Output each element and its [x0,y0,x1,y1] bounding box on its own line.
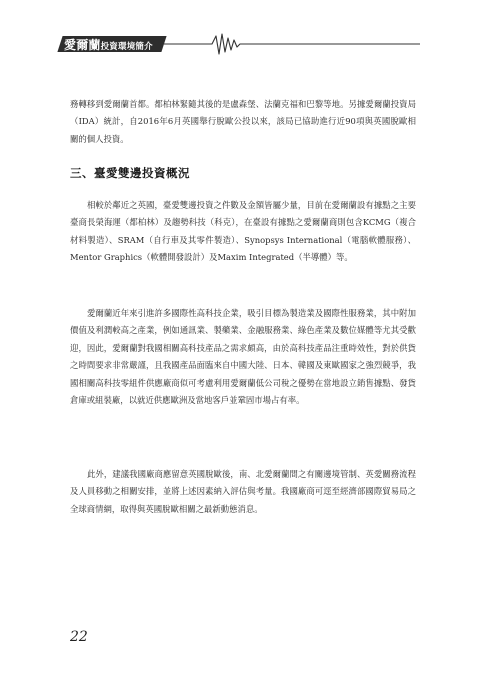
paragraph-hightech: 愛爾蘭近年來引進許多國際性高科技企業，吸引目標為製造業及國際性服務業，其中附加價值及利潤較高之產業，例如通訊業、製藥業、金融服務業、綠色產業及數位媒體等尤其受歡迎，因此，愛爾蘭對我國相關高科技產品之需求頗高，由於高科技產品注重時效性，對於供貨之時間要求非常嚴謹，且我國產品面臨來自中國大陸、日本、韓國及東歐國家之強烈競爭，我國相關高科技零組件供應廠商似可考慮利用愛爾蘭低公司稅之優勢在當地設立銷售據點、發貨倉庫或組裝廠，以就近供應歐洲及當地客戶並鞏固市場占有率。 [70,308,416,406]
header-title-sub: 投資環境簡介 [100,42,153,52]
paragraph-bilateral: 相較於鄰近之英國，臺愛雙邊投資之件數及金額皆屬少量，目前在愛爾蘭設有據點之主要臺商長榮海運（都柏林）及趨勢科技（科克），在臺設有據點之愛爾蘭商則包含KCMG（複合材料製造）、SRAM（自行車及其零件製造）、Synopsys International（電腦軟體服務）、Mentor Graphics（軟體開發設計）及Maxim Integrated（半導體）等。 [70,200,416,263]
paragraph-ida: 務轉移到愛爾蘭首都。都柏林緊隨其後的是盧森堡、法蘭克福和巴黎等地。另據愛爾蘭投資局（IDA）統計，自2016年6月英國舉行脫歐公投以來，該局已協助進行近90項與英國脫歐相關的個人投資。 [70,99,416,144]
page-number: 22 [70,629,88,645]
section-heading: 三、臺愛雙邊投資概況 [70,166,190,180]
paragraph-brexit-advice: 此外，建議我國廠商應留意英國脫歐後，南、北愛爾蘭間之有關邊境管制、英愛關務流程及人員移動之相關安排，並將上述因素納入評估與考量。我國廠商可逕至經濟部國際貿易局之全球商情網，取得與英國脫歐相關之最新動態消息。 [70,469,416,514]
header-title-main: 愛爾蘭 [64,38,101,52]
header-heartbeat-line [0,30,480,66]
